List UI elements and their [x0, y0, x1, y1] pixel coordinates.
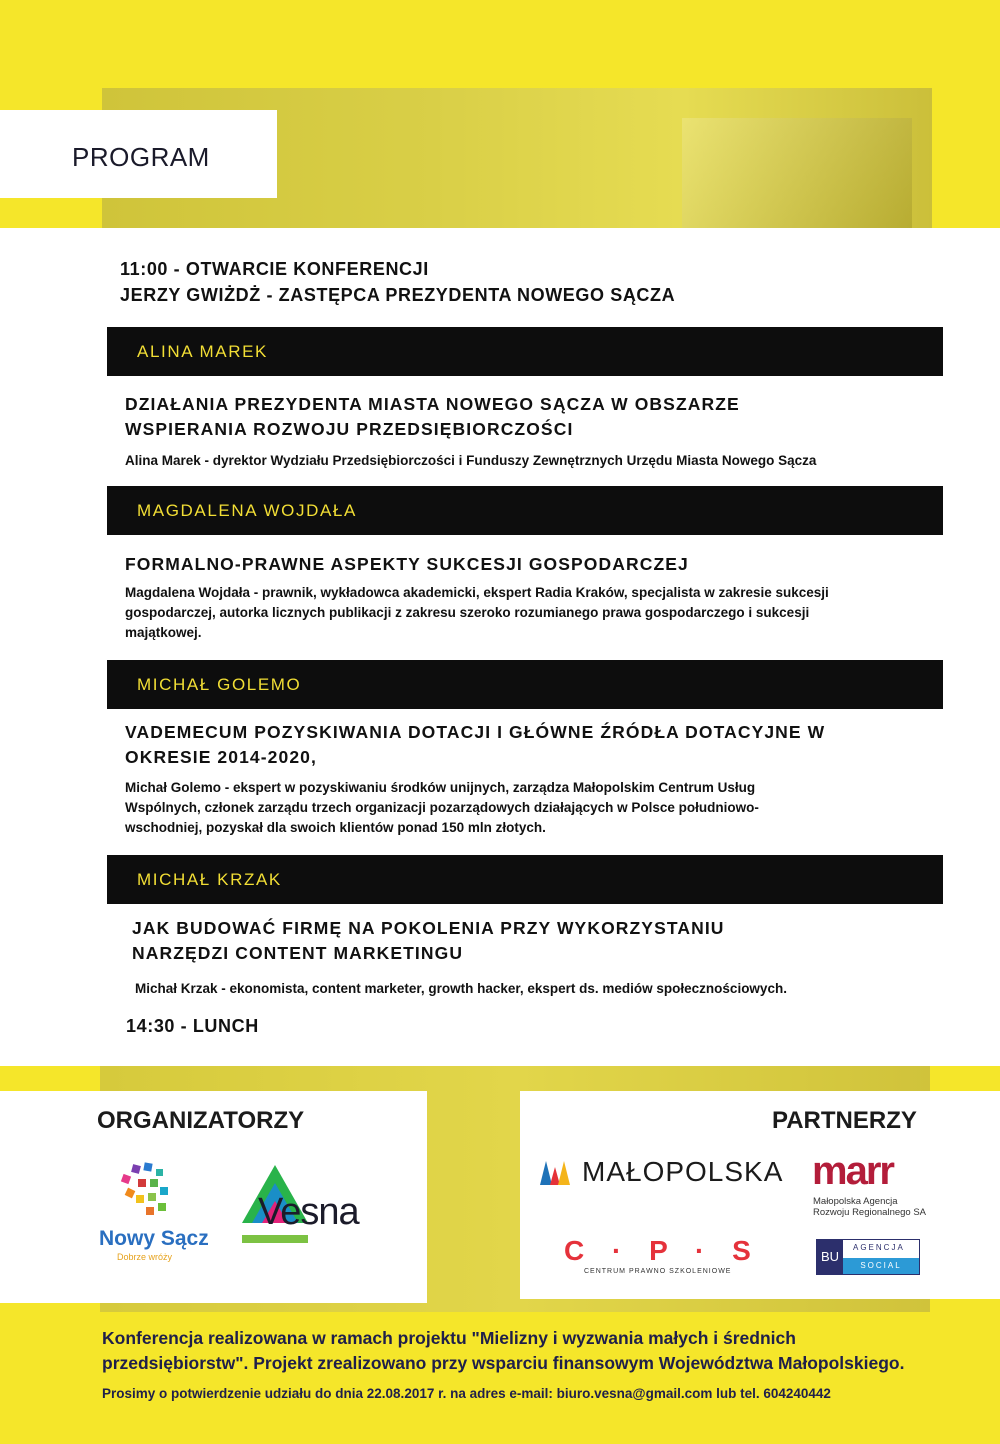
organizers-heading: ORGANIZATORZY — [97, 1107, 305, 1134]
agencja-line1: AGENCJA — [853, 1243, 905, 1252]
footer-line: Konferencja realizowana w ramach projektu "Mielizny i wyzwania małych i średnich — [102, 1328, 796, 1348]
nowy-sacz-logo-text: Nowy Sącz — [99, 1227, 209, 1250]
speaker-name: MICHAŁ GOLEMO — [137, 675, 302, 694]
opening-time: 11:00 - OTWARCIE KONFERENCJI — [120, 259, 429, 279]
speaker-name: MAGDALENA WOJDAŁA — [137, 501, 357, 520]
nowy-sacz-tagline: Dobrze wróży — [117, 1252, 173, 1262]
footer-contact: Prosimy o potwierdzenie udziału do dnia 22.08.2017 r. na adres e-mail: biuro.vesna@gmail.com lub tel. 604240442 — [102, 1386, 831, 1401]
talk-description-line: Alina Marek - dyrektor Wydziału Przedsiębiorczości i Funduszy Zewnętrznych Urzędu Miasta Nowego Sącza — [125, 453, 817, 468]
talk-description — [125, 778, 759, 838]
opening-block — [120, 256, 675, 308]
opening-speaker: JERZY GWIŻDŻ - ZASTĘPCA PREZYDENTA NOWEGO SĄCZA — [120, 285, 676, 305]
talk-description-line: gospodarczej, autorka licznych publikacji z zakresu szeroko rozumianego prawa gospodarczego i sukcesji — [125, 605, 810, 620]
talk-title-line: DZIAŁANIA PREZYDENTA MIASTA NOWEGO SĄCZA W OBSZARZE — [125, 394, 740, 414]
lunch-time: 14:30 - LUNCH — [126, 1016, 259, 1036]
partners-panel — [520, 1091, 1000, 1299]
talk-description-line: Magdalena Wojdała - prawnik, wykładowca akademicki, ekspert Radia Kraków, specjalista w zakresie sukcesji — [125, 585, 829, 600]
marr-subtitle — [813, 1196, 926, 1218]
partners-heading: PARTNERZY — [772, 1107, 917, 1134]
talk-title-line: JAK BUDOWAĆ FIRMĘ NA POKOLENIA PRZY WYKORZYSTANIU — [132, 918, 725, 938]
malopolska-m-icon — [538, 1159, 572, 1187]
footer-line: przedsiębiorstw". Projekt zrealizowano przy wsparciu finansowym Województwa Małopolskiego. — [102, 1353, 905, 1373]
vesna-logo-text: Vesna — [258, 1191, 359, 1233]
program-label-box — [0, 110, 277, 198]
speaker-bar — [107, 855, 943, 904]
agencja-prefix: BU — [817, 1240, 843, 1274]
talk-description-line: Michał Golemo - ekspert w pozyskiwaniu środków unijnych, zarządza Małopolskim Centrum Usług — [125, 780, 756, 795]
malopolska-logo-text: MAŁOPOLSKA — [582, 1156, 784, 1187]
talk-title — [125, 392, 740, 442]
talk-title-line: OKRESIE 2014-2020, — [125, 747, 317, 767]
talk-title — [132, 916, 725, 966]
speaker-bar — [107, 660, 943, 709]
talk-title-line: WSPIERANIA ROZWOJU PRZEDSIĘBIORCZOŚCI — [125, 419, 574, 439]
cps-subtitle: CENTRUM PRAWNO SZKOLENIOWE — [584, 1268, 732, 1275]
speaker-bar — [107, 486, 943, 535]
agencja-line2: SOCIAL — [843, 1258, 919, 1274]
talk-title-line: NARZĘDZI CONTENT MARKETINGU — [132, 943, 464, 963]
talk-description-line: majątkowej. — [125, 625, 202, 640]
talk-description-line: Michał Krzak - ekonomista, content marketer, growth hacker, ekspert ds. mediów społecznościowych. — [135, 981, 787, 996]
speaker-name: MICHAŁ KRZAK — [137, 870, 282, 889]
talk-description-line: Wspólnych, członek zarządu trzech organizacji pozarządowych działających w Polsce południowo- — [125, 800, 759, 815]
nowy-sacz-hand-icon — [118, 1161, 178, 1223]
speaker-bar — [107, 327, 943, 376]
marr-subtitle-line: Rozwoju Regionalnego SA — [813, 1207, 927, 1218]
marr-logo-text: marr — [812, 1149, 893, 1193]
footer-project-note — [102, 1326, 962, 1376]
vesna-underline — [242, 1235, 308, 1243]
talk-title-line: VADEMECUM POZYSKIWANIA DOTACJI I GŁÓWNE ŹRÓDŁA DOTACYJNE W — [125, 722, 826, 742]
cps-logo-text: C · P · S — [564, 1235, 761, 1266]
talk-description — [125, 583, 829, 643]
talk-description-line: wschodniej, pozyskał dla swoich klientów ponad 150 mln złotych. — [125, 820, 546, 835]
talk-description — [135, 979, 787, 999]
talk-title-line: FORMALNO-PRAWNE ASPEKTY SUKCESJI GOSPODARCZEJ — [125, 554, 689, 574]
talk-title — [125, 552, 689, 577]
talk-title — [125, 720, 825, 770]
marr-subtitle-line: Małopolska Agencja — [813, 1196, 898, 1207]
page-title: PROGRAM — [72, 142, 210, 172]
organizers-panel — [0, 1091, 427, 1303]
agencja-logo — [816, 1239, 920, 1275]
talk-description — [125, 451, 816, 471]
speaker-name: ALINA MAREK — [137, 342, 268, 361]
